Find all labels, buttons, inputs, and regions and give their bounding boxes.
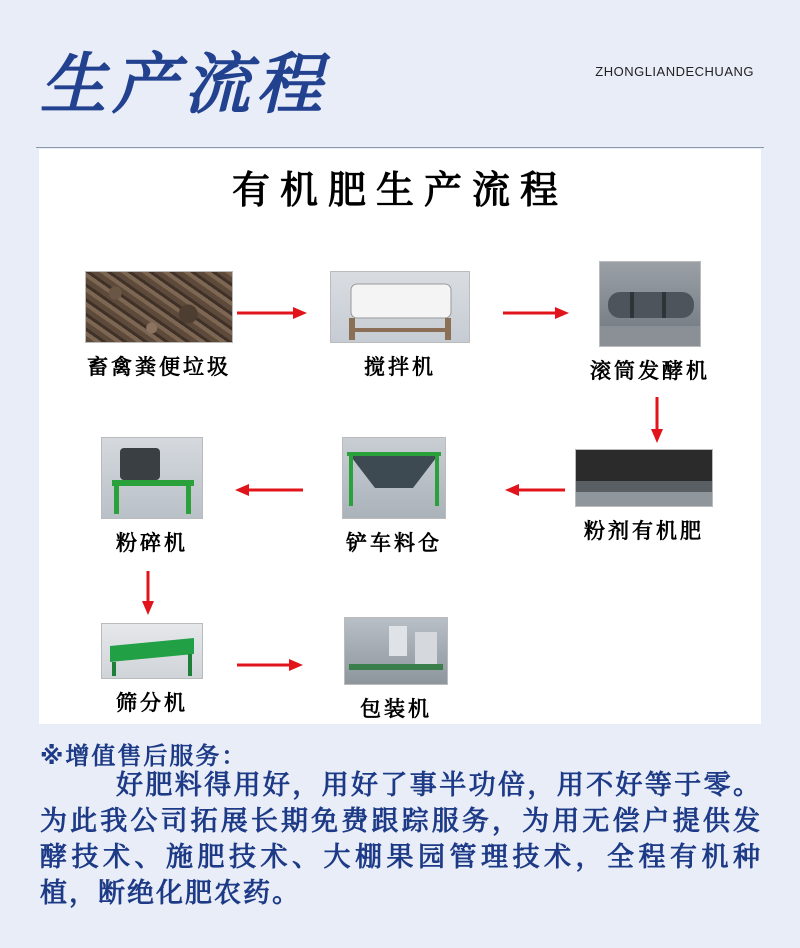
- arrow-right-icon: [237, 306, 307, 320]
- arrow-down-icon: [141, 571, 155, 615]
- mixer-photo: [330, 271, 470, 343]
- service-heading: ※增值售后服务：: [40, 742, 248, 770]
- step-label: 畜禽粪便垃圾: [87, 355, 231, 379]
- step-label: 粉剂有机肥: [584, 519, 704, 543]
- step-label: 筛分机: [116, 691, 188, 715]
- arrow-down-icon: [650, 397, 664, 443]
- drum-photo: [599, 261, 701, 347]
- service-description: 好肥料得用好，用好了事半功倍，用不好等于零。为此我公司拓展长期免费跟踪服务，为用无偿户提供发酵技术、施肥技术、大棚果园管理技术，全程有机种植，断绝化肥农药。: [40, 770, 762, 909]
- step-mixer: [305, 271, 495, 381]
- step-packing: [301, 617, 491, 723]
- manure-photo: [85, 271, 233, 343]
- header-divider: [36, 147, 764, 148]
- packing-photo: [344, 617, 448, 685]
- flow-panel: [39, 149, 761, 724]
- page-title: 生产流程: [40, 46, 328, 123]
- arrow-right-icon: [237, 658, 303, 672]
- powder-photo: [575, 449, 713, 507]
- step-screening: [57, 623, 247, 717]
- crusher-photo: [101, 437, 203, 519]
- bin-photo: [342, 437, 446, 519]
- step-label: 包装机: [360, 697, 432, 721]
- step-crusher: [57, 437, 247, 557]
- step-label: 滚筒发酵机: [590, 359, 710, 383]
- step-loader-bin: [299, 437, 489, 557]
- step-label: 粉碎机: [116, 531, 188, 555]
- step-powder-fertilizer: [549, 449, 739, 545]
- arrow-left-icon: [505, 483, 565, 497]
- flow-title: 有机肥生产流程: [231, 168, 568, 212]
- step-manure: [64, 271, 254, 381]
- step-label: 搅拌机: [364, 355, 436, 379]
- step-label: 铲车料仓: [346, 531, 442, 555]
- brand-name: ZHONGLIANDECHUANG: [595, 64, 754, 79]
- step-drum-fermenter: [555, 261, 745, 385]
- screening-photo: [101, 623, 203, 679]
